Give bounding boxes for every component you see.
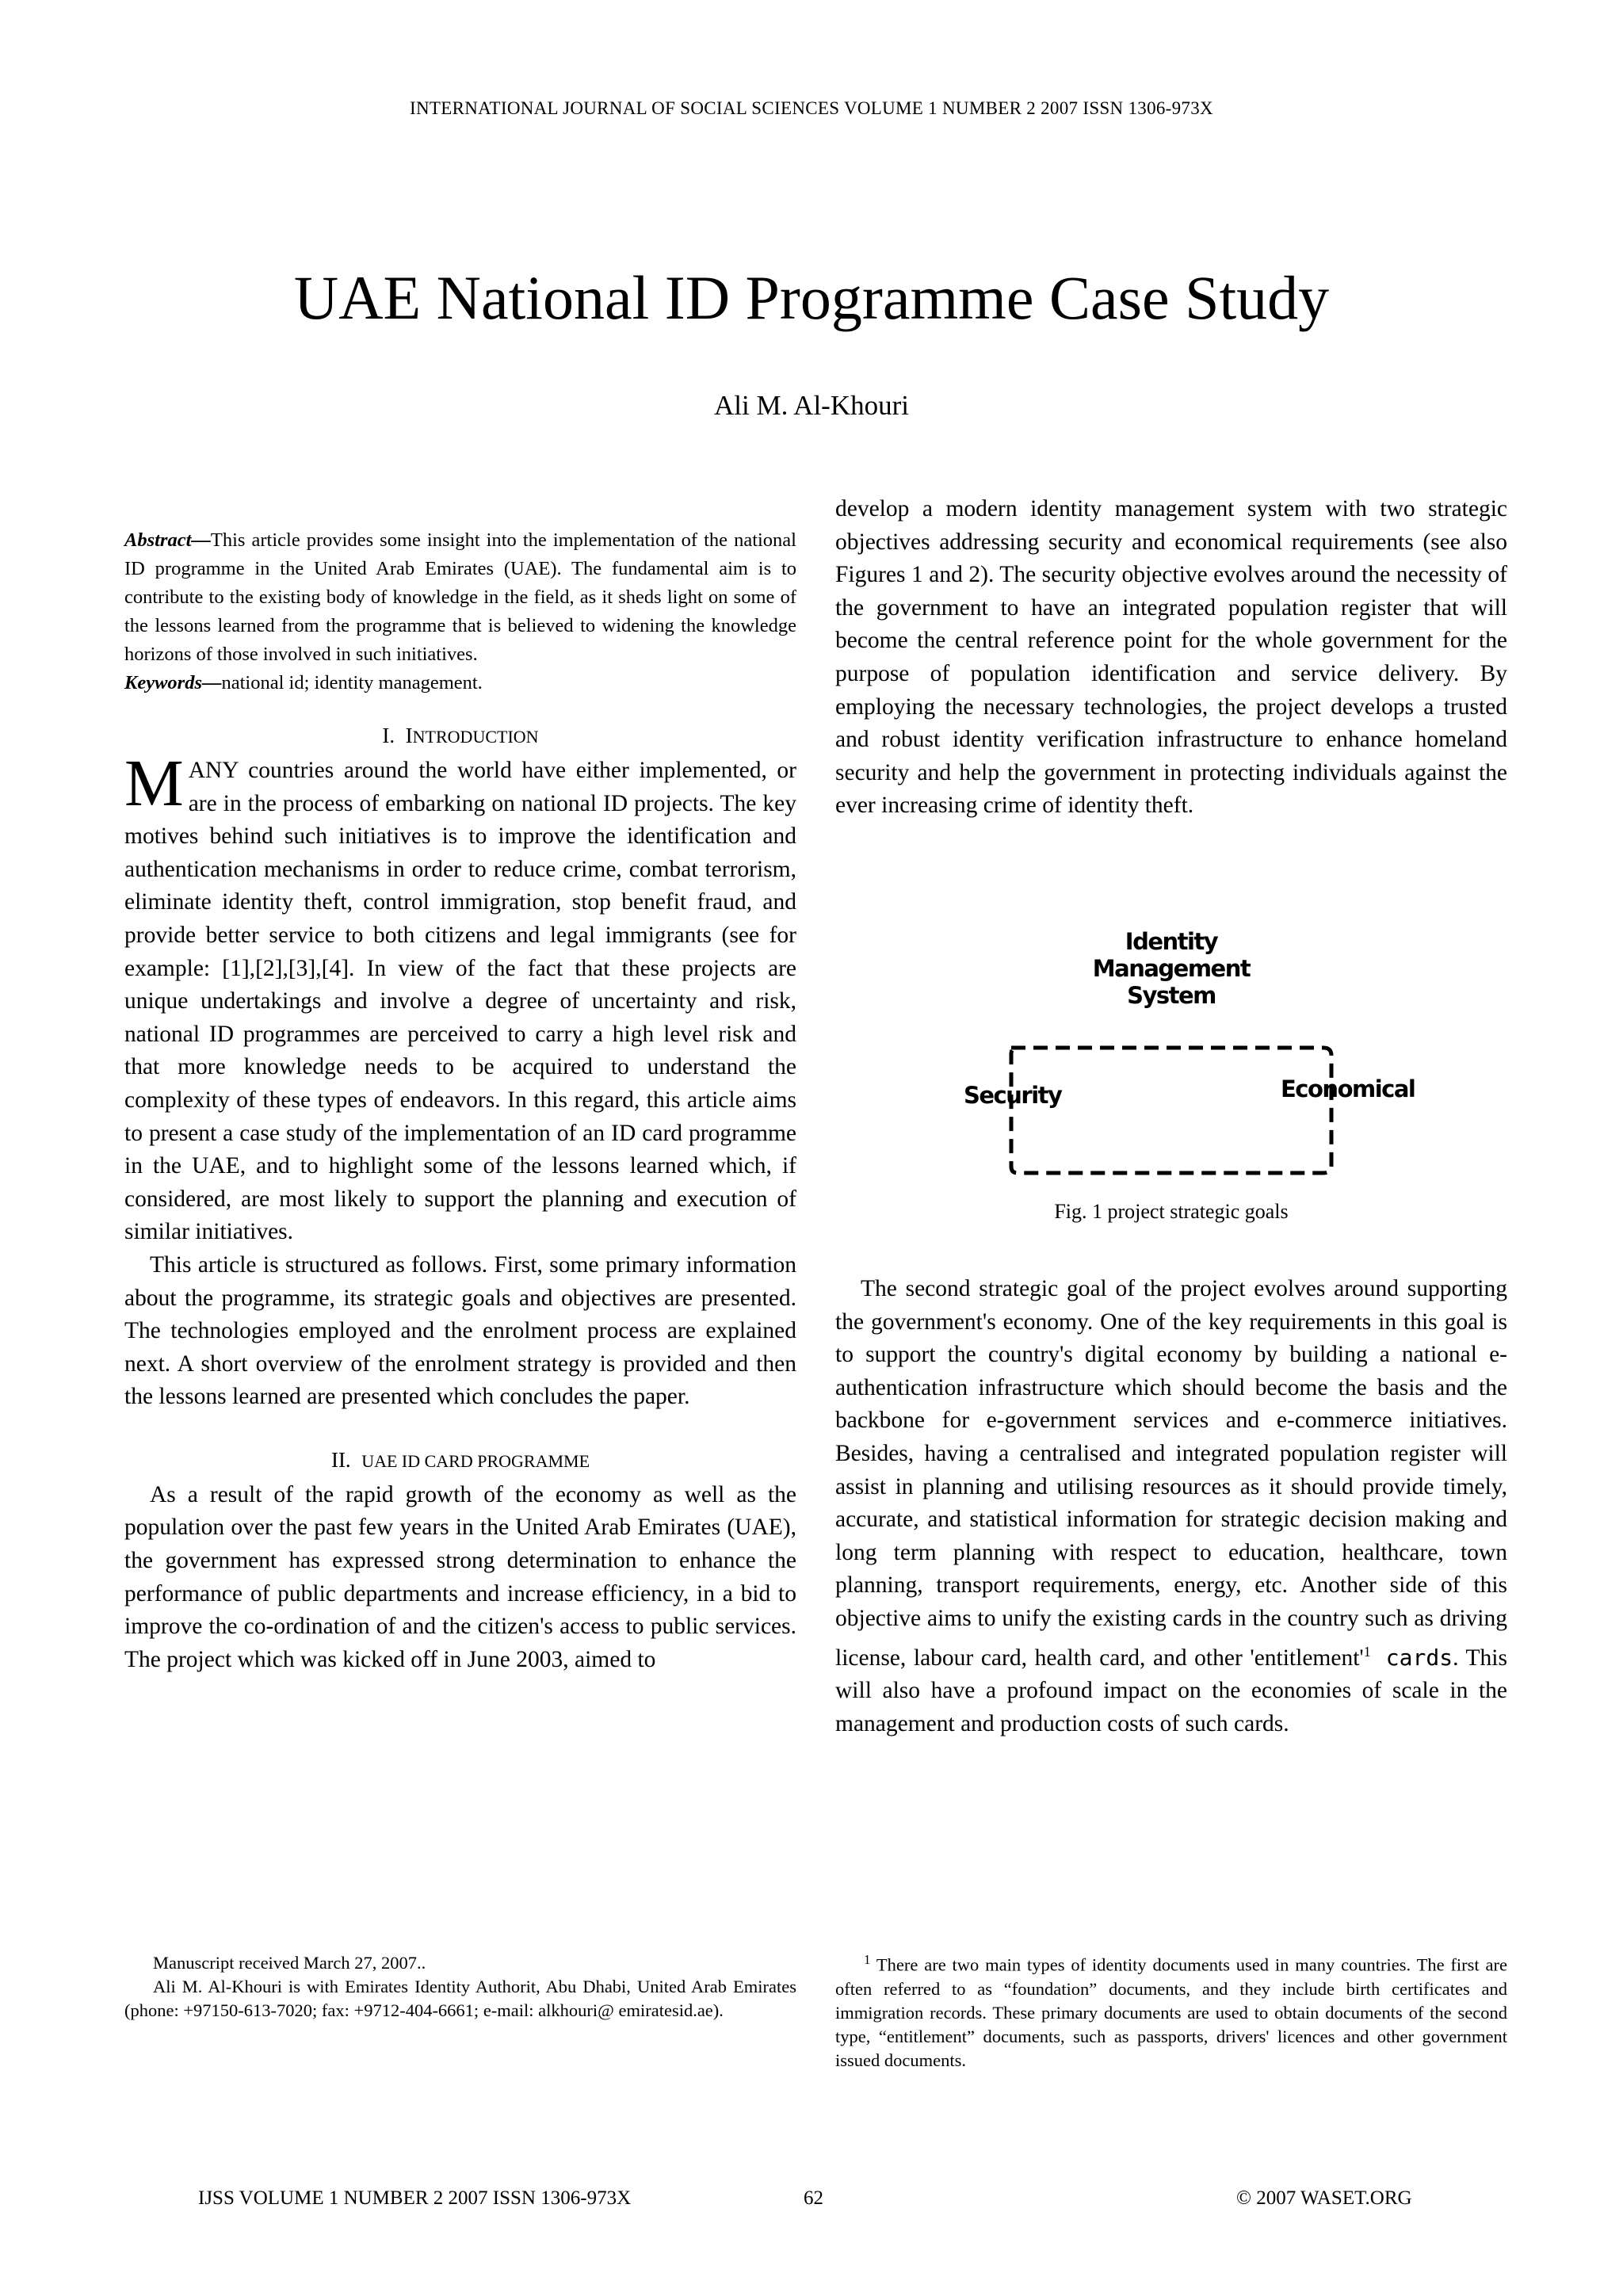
keywords-text: national id; identity management. <box>221 672 483 693</box>
footer-journal: IJSS VOLUME 1 NUMBER 2 2007 ISSN 1306-973X <box>198 2187 632 2209</box>
keywords <box>124 669 796 697</box>
keywords-label: Keywords— <box>124 672 222 693</box>
footer-page-number: 62 <box>804 2187 823 2209</box>
right-column-bottom <box>835 1273 1507 1740</box>
figure-1-caption: Fig. 1 project strategic goals <box>1054 1200 1289 1223</box>
section-heading-programme: II. UAE ID CARD PROGRAMME <box>330 1447 590 1472</box>
paper-title: UAE National ID Programme Case Study <box>293 263 1330 332</box>
figure-title-line-2: Management <box>1092 955 1251 982</box>
intro-paragraph-1: MANY countries around the world have either implemented, or are in the process of embarking on national ID projects. The key motives behind such initiatives is to improve the identification and authentication mechanisms in order to reduce crime, combat terrorism, eliminate identity theft, control immigration, stop benefit fraud, and provide better service to both citizens and legal immigrants (see for example: [1],[2],[3],[4]. In view of the fact that these projects are unique undertakings and involve a degree of uncertainty and risk, national ID programmes are perceived to carry a high level risk and that more knowledge needs to be acquired to understand the complexity of these types of endeavors. In this regard, this article aims to present a case study of the implementation of an ID card programme in the UAE, and to highlight some of the lessons learned which, if considered, are most likely to support the planning and execution of similar initiatives. <box>124 747 796 1245</box>
affiliation-note: Ali M. Al-Khouri is with Emirates Identity Authorit, Abu Dhabi, United Arab Emirates (phone: +97150-613-7020; fax: +9712-404-6661; e-mail: alkhouri@ emiratesid.ae). <box>124 1977 796 2020</box>
economical-label: Economical <box>1281 1075 1415 1102</box>
drop-cap: M <box>124 747 184 820</box>
figure-title-line-1: Identity <box>1125 928 1218 955</box>
manuscript-note: Manuscript received March 27, 2007.. <box>153 1953 426 1973</box>
author-footnote <box>124 1951 796 2023</box>
figure-1-diagram <box>835 919 1507 1205</box>
figure-title-line-3: System <box>1127 982 1216 1009</box>
programme-paragraph-1: As a result of the rapid growth of the economy as well as the population over the past few years in the United Arab Emirates (UAE), the government has expressed strong determination to enhance the performance of public departments and increase efficiency, in a bid to improve the co-ordination of and the citizen's access to public services. The project which was kicked off in June 2003, aimed to <box>124 1481 796 1672</box>
programme-paragraph-1-continued: develop a modern identity management system with two strategic objectives addressing security and economical requirements (see also Figures 1 and 2). The security objective evolves around the necessity of the government to have an integrated population register that will become the central reference point for the whole government for the purpose of population identification and service delivery. By employing the necessary technologies, the project develops a trusted and robust identity verification infrastructure to enhance homeland security and help the government in protecting individuals against the ever increasing crime of identity theft. <box>835 496 1507 819</box>
abstract-label: Abstract— <box>124 529 211 551</box>
section-heading-introduction: I. INTRODUCTION <box>382 724 539 747</box>
footnote-1-text: There are two main types of identity documents used in many countries. The first are often referred to as “foundation” documents, and they include birth certificates and immigration records. These primary documents are used to obtain documents of the second type, “entitlement” documents, such as passports, drivers' licences and other government issued documents. <box>835 1954 1507 2070</box>
strategic-goal-paragraph: The second strategic goal of the project evolves around supporting the government's economy. One of the key requirements in this goal is to support the country's digital economy by building a national e-authentication infrastructure which should become the basis and the backbone for e-government services and e-commerce initiatives. Besides, having a centralised and integrated population register will assist in planning and utilising resources as it should provide timely, accurate, and statistical information for strategic decision making and long term planning with respect to education, healthcare, town planning, transport requirements, energy, etc. Another side of this objective aims to unify the existing cards in the country such as driving license, labour card, health card, and other '$entitlement'^1$ cards. This will also have a profound impact on the economies of scale in the management and production costs of such cards. <box>835 1276 1507 1736</box>
left-column <box>124 526 796 1676</box>
abstract <box>124 526 796 669</box>
footer-copyright: © 2007 WASET.ORG <box>1236 2187 1412 2209</box>
dashed-loop <box>1011 1048 1331 1173</box>
abstract-text: This article provides some insight into the implementation of the national ID programme in the United Arab Emirates (UAE). The fundamental aim is to contribute to the existing body of knowledge in the field, as it sheds light on some of the lessons learned from the programme that is believed to widening the knowledge horizons of those involved in such initiatives. <box>124 529 796 665</box>
running-header: INTERNATIONAL JOURNAL OF SOCIAL SCIENCES VOLUME 1 NUMBER 2 2007 ISSN 1306-973X <box>410 98 1213 118</box>
right-column-top <box>835 493 1507 823</box>
intro-paragraph-2: This article is structured as follows. First, some primary information about the programme, its strategic goals and objectives are presented. The technologies employed and the enrolment process are explained next. A short overview of the enrolment strategy is provided and then the lessons learned are presented which concludes the paper. <box>124 1251 796 1410</box>
footnote-1 <box>835 1948 1507 2073</box>
security-label: Security <box>964 1082 1062 1109</box>
footnote-1-mark: 1 <box>864 1952 871 1967</box>
author-name: Ali M. Al-Khouri <box>714 390 909 421</box>
